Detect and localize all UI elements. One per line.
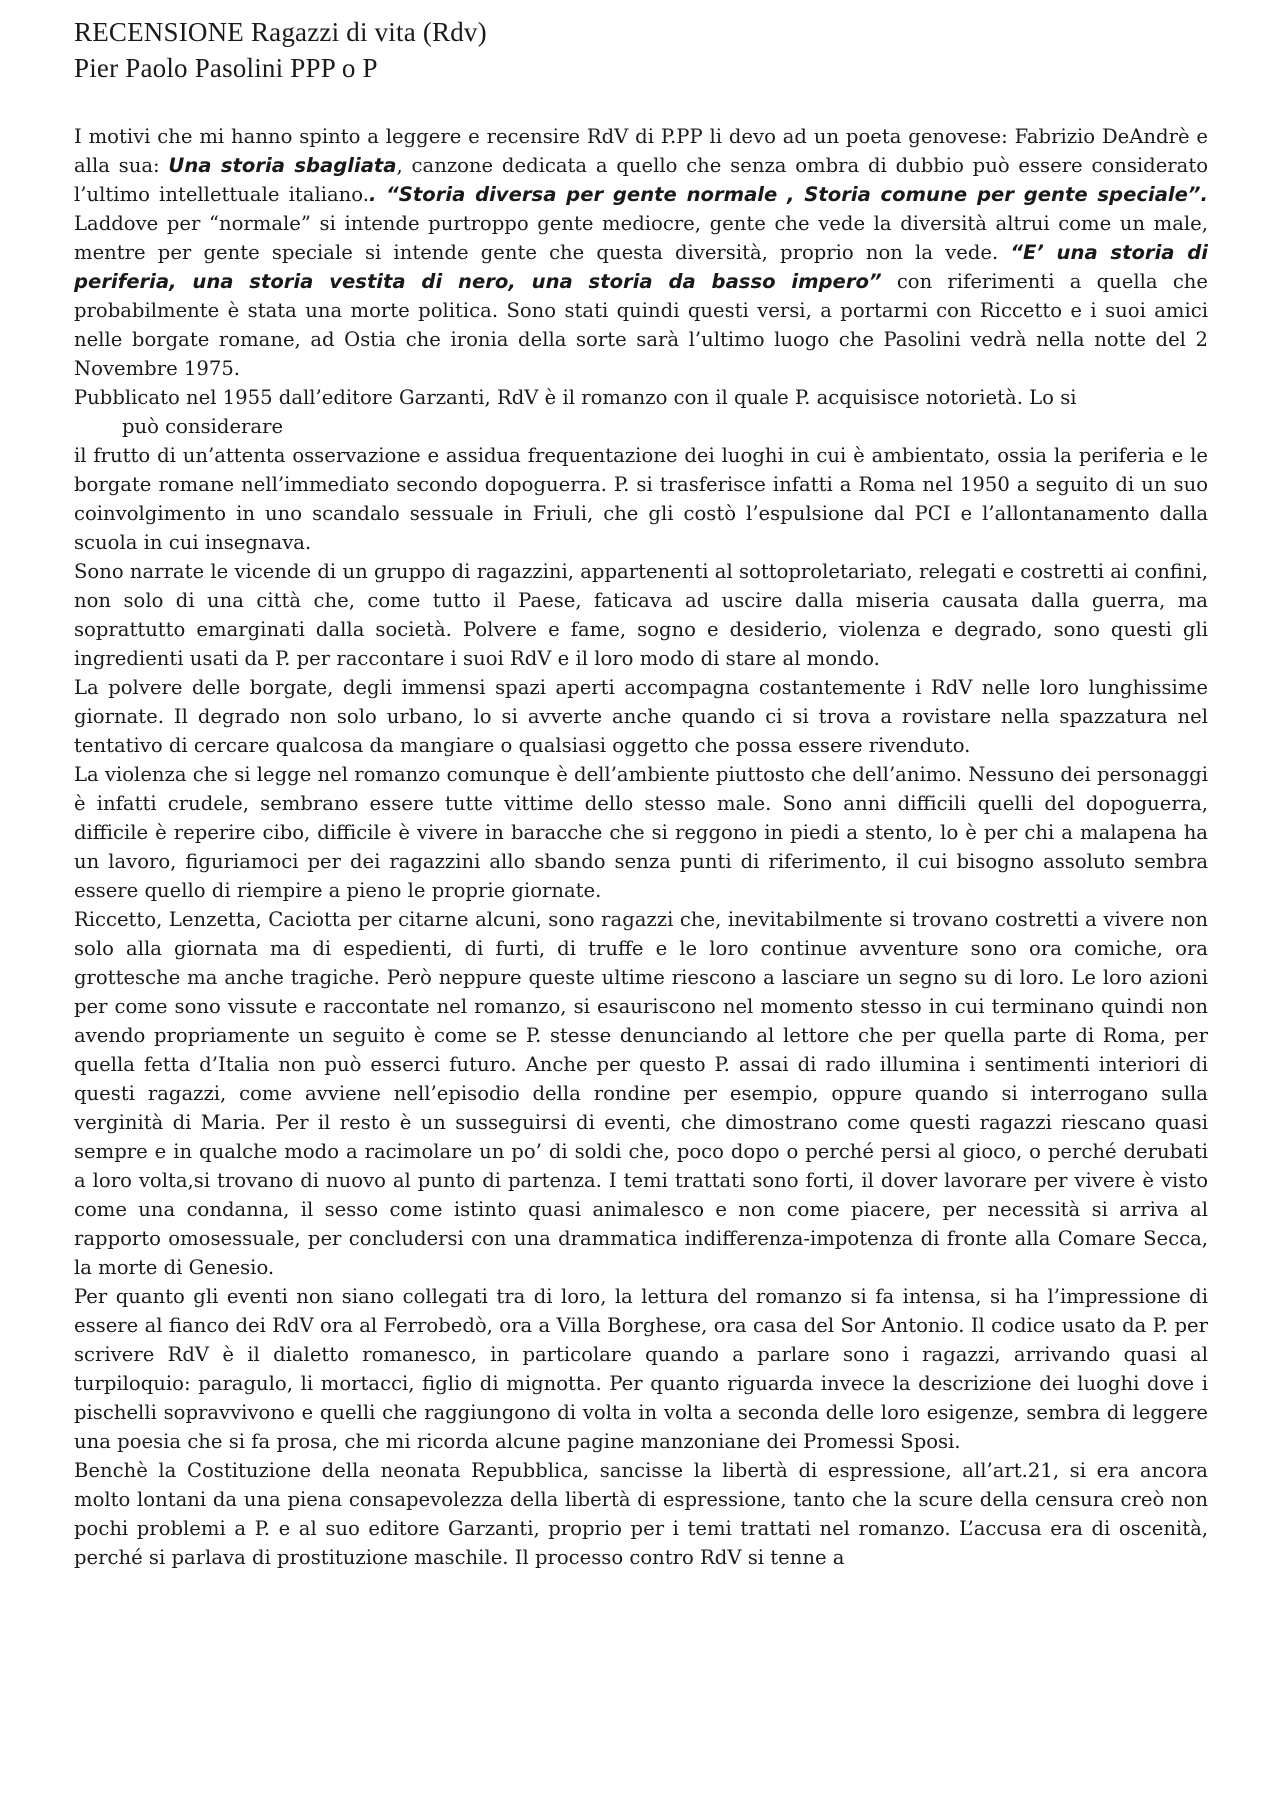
paragraph-intro xyxy=(74,122,1208,383)
paragraph: Per quanto gli eventi non siano collegati tra di loro, la lettura del romanzo si fa intensa, si ha l’impressione di essere al fianco dei RdV ora al Ferrobedò, ora a Villa Borghese, ora casa del Sor Antonio. Il codice usato da P. per scrivere RdV è il dialetto romanesco, in particolare quando a parlare sono i ragazzi, arrivando quasi al turpiloquio: paragulo, li mortacci, figlio di mignotta. Per quanto riguarda invece la descrizione dei luoghi dove i pischelli sopravvivono e quelli che raggiungono di volta in volta a seconda delle loro esigenze, sembra di leggere una poesia che si fa prosa, che mi ricorda alcune pagine manzoniane dei Promessi Sposi. xyxy=(74,1285,1208,1453)
intro-text-3: Laddove per “normale” si intende purtroppo gente mediocre, gente che vede la diversità altrui come un male, mentre per gente speciale si intende gente che questa diversità, proprio non la vede. xyxy=(74,212,1208,264)
song-title: Una storia sbagliata xyxy=(168,154,397,177)
paragraph: La polvere delle borgate, degli immensi spazi aperti accompagna costantemente i RdV nelle loro lunghissime giornate. Il degrado non solo urbano, lo si avverte anche quando ci si trova a rovistare nella spazzatura nel tentativo di cercare qualcosa da mangiare o qualsiasi oggetto che possa essere rivenduto. xyxy=(74,676,1208,757)
quote-1: . “Storia diversa per gente normale , Storia comune per gente speciale”. xyxy=(368,183,1208,206)
intro-text-1: I motivi che mi hanno spinto a leggere e recensire RdV di P.PP li devo ad un poeta genovese: Fabrizio DeAndrè e alla sua: xyxy=(74,125,1208,177)
quote-2: “E’ una storia di periferia, una storia vestita di nero, una storia da basso impero” xyxy=(74,241,1209,293)
document-body xyxy=(74,122,1208,1572)
publication-text-3: il frutto di un’attenta osservazione e assidua frequentazione dei luoghi in cui è ambientato, ossia la periferia e le borgate romane nell’immediato secondo dopoguerra. P. si trasferisce infatti a Roma nel 1950 a seguito di un suo coinvolgimento in uno scandalo sessuale in Friuli, che gli costò l’espulsione dal PCI e l’allontanamento dalla scuola in cui insegnava. xyxy=(74,444,1208,554)
paragraph: Riccetto, Lenzetta, Caciotta per citarne alcuni, sono ragazzi che, inevitabilmente si trovano costretti a vivere non solo alla giornata ma di espedienti, di furti, di truffe e le loro continue avventure sono ora comiche, ora grottesche ma anche tragiche. Però neppure queste ultime riescono a lasciare un segno su di loro. Le loro azioni per come sono vissute e raccontate nel romanzo, si esauriscono nel momento stesso in cui terminano quindi non avendo propriamente un seguito è come se P. stesse denunciando al lettore che per quella parte di Roma, per quella fetta d’Italia non può esserci futuro. Anche per questo P. assai di rado illumina i sentimenti interiori di questi ragazzi, come avviene nell’episodio della rondine per esempio, oppure quando si interrogano sulla verginità di Maria. Per il resto è un susseguirsi di eventi, che dimostrano come questi ragazzi riescano quasi sempre e in qualche modo a racimolare un po’ di soldi che, poco dopo o perché persi al gioco, o perché derubati a loro volta,si trovano di nuovo al punto di partenza. I temi trattati sono forti, il dover lavorare per vivere è visto come una condanna, il sesso come istinto quasi animalesco e non come piacere, per necessità si arriva al rapporto omosessuale, per concludersi con una drammatica indifferenza-impotenza di fronte alla Comare Secca, la morte di Genesio. xyxy=(74,908,1208,1279)
title-line-1: RECENSIONE Ragazzi di vita (Rdv) xyxy=(74,17,487,47)
paragraph: La violenza che si legge nel romanzo comunque è dell’ambiente piuttosto che dell’animo. Nessuno dei personaggi è infatti crudele, sembrano essere tutte vittime dello stesso male. Sono anni difficili quelli del dopoguerra, difficile è reperire cibo, difficile è vivere in baracche che si reggono in piedi a stento, lo è per chi a malapena ha un lavoro, figuriamoci per dei ragazzini allo sbando senza punti di riferimento, il cui bisogno assoluto sembra essere quello di riempire a pieno le proprie giornate. xyxy=(74,763,1208,902)
intro-text-4: con riferimenti a quella che probabilmente è stata una morte politica. Sono stati quindi questi versi, a portarmi con Riccetto e i suoi amici nelle borgate romane, ad Ostia che ironia della sorte sarà l’ultimo luogo che Pasolini vedrà nella notte del 2 Novembre 1975. xyxy=(74,270,1209,380)
title-line-2: Pier Paolo Pasolini PPP o P xyxy=(74,53,378,83)
paragraph: Benchè la Costituzione della neonata Repubblica, sancisse la libertà di espressione, all’art.21, si era ancora molto lontani da una piena consapevolezza della libertà di espressione, tanto che la scure della censura creò non pochi problemi a P. e al suo editore Garzanti, proprio per i temi trattati nel romanzo. L’accusa era di oscenità, perché si parlava di prostituzione maschile. Il processo contro RdV si tenne a xyxy=(74,1459,1208,1569)
publication-text-2: può considerare xyxy=(122,415,284,438)
publication-text-1: Pubblicato nel 1955 dall’editore Garzanti, RdV è il romanzo con il quale P. acquisisce notorietà. Lo si xyxy=(74,386,1077,409)
paragraph-publication xyxy=(74,383,1208,557)
intro-text-2: , canzone dedicata a quello che senza ombra di dubbio può essere considerato l’ultimo intellettuale italiano. xyxy=(74,154,1209,206)
paragraph: Sono narrate le vicende di un gruppo di ragazzini, appartenenti al sottoproletariato, relegati e costretti ai confini, non solo di una città che, come tutto il Paese, faticava ad uscire dalla miseria causata dalla guerra, ma soprattutto emarginati dalla società. Polvere e fame, sogno e desiderio, violenza e degrado, sono questi gli ingredienti usati da P. per raccontare i suoi RdV e il loro modo di stare al mondo. xyxy=(74,560,1208,670)
document-page xyxy=(74,14,1208,1572)
document-title xyxy=(74,14,1208,86)
